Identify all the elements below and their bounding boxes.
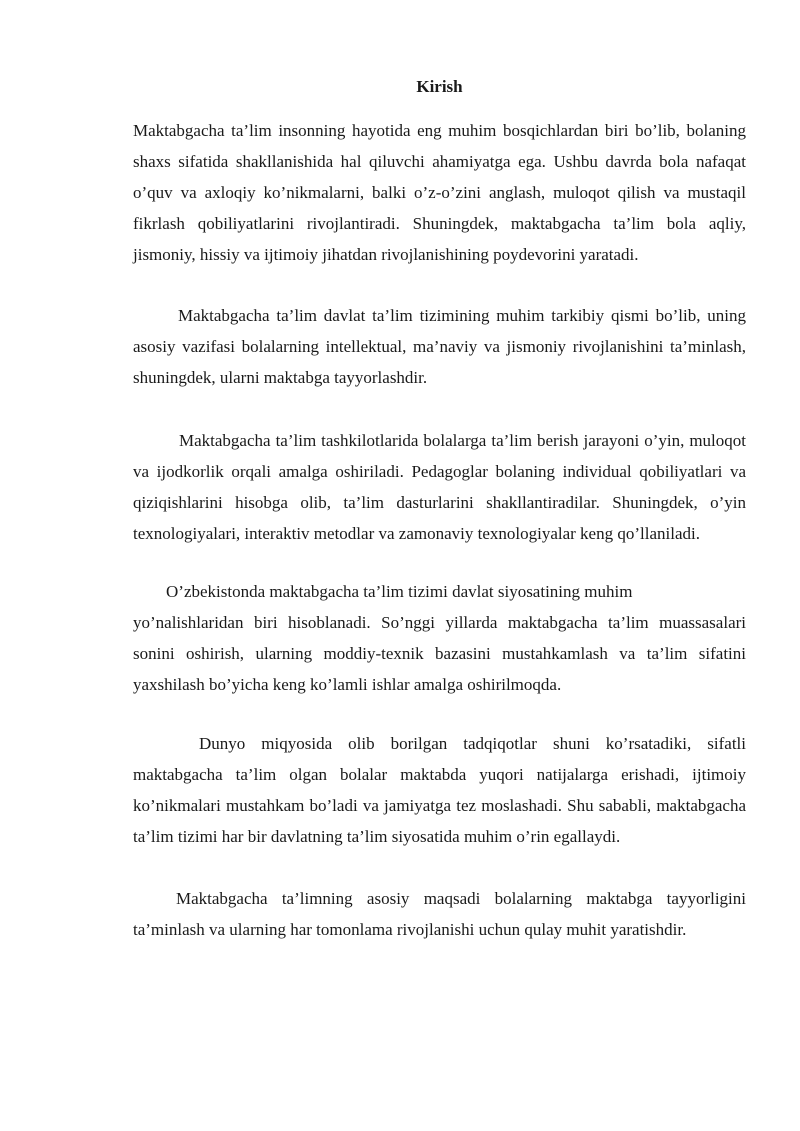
paragraph-5: Dunyo miqyosida olib borilgan tadqiqotlar shuni ko’rsatadiki, sifatli maktabgacha ta’lim olgan bolalar maktabda yuqori natijalarga erishadi, ijtimoiy ko’nikmalari mustahkam bo’ladi va jamiyatga tez moslashadi. Shu sababli, maktabgacha ta’lim tizimi har bir davlatning ta’lim siyosatida muhim o’rin egallaydi. xyxy=(133,734,746,846)
paragraph-4-body: yo’nalishlaridan biri hisoblanadi. So’nggi yillarda maktabgacha ta’lim muassasalari sonini oshirish, ularning moddiy-texnik bazasini mustahkamlash va ta’lim sifatini yaxshilash bo’yicha keng ko’lamli ishlar amalga oshirilmoqda. xyxy=(133,613,746,694)
paragraph-4 xyxy=(133,576,746,700)
paragraph-6: Maktabgacha ta’limning asosiy maqsadi bolalarning maktabga tayyorligini ta’minlash va ularning har tomonlama rivojlanishi uchun qulay muhit yaratishdir. xyxy=(133,889,746,939)
paragraph-1: Maktabgacha ta’lim insonning hayotida eng muhim bosqichlardan biri bo’lib, bolaning shaxs sifatida shakllanishida hal qiluvchi ahamiyatga ega. Ushbu davrda bola nafaqat o’quv va axloqiy ko’nikmalarni, balki o’z-o’zini anglash, muloqot qilish va mustaqil fikrlash qobiliyatlarini rivojlantiradi. Shuningdek, maktabgacha ta’lim bola aqliy, jismoniy, hissiy va ijtimoiy jihatdan rivojlanishining poydevorini yaratadi. xyxy=(133,121,746,264)
paragraph-4-lead: O’zbekistonda maktabgacha ta’lim tizimi davlat siyosatining muhim xyxy=(166,582,633,601)
paragraph-3: Maktabgacha ta’lim tashkilotlarida bolalarga ta’lim berish jarayoni o’yin, muloqot va ijodkorlik orqali amalga oshiriladi. Pedagoglar bolaning individual qobiliyatlari va qiziqishlarini hisobga olib, ta’lim dasturlarini shakllantiradilar. Shuningdek, o’yin texnologiyalari, interaktiv metodlar va zamonaviy texnologiyalar keng qo’llaniladi. xyxy=(133,431,746,543)
paragraph-2: Maktabgacha ta’lim davlat ta’lim tizimining muhim tarkibiy qismi bo’lib, uning asosiy vazifasi bolalarning intellektual, ma’naviy va jismoniy rivojlanishini ta’minlash, shuningdek, ularni maktabga tayyorlashdir. xyxy=(133,306,746,387)
page-title: Kirish xyxy=(416,77,463,96)
